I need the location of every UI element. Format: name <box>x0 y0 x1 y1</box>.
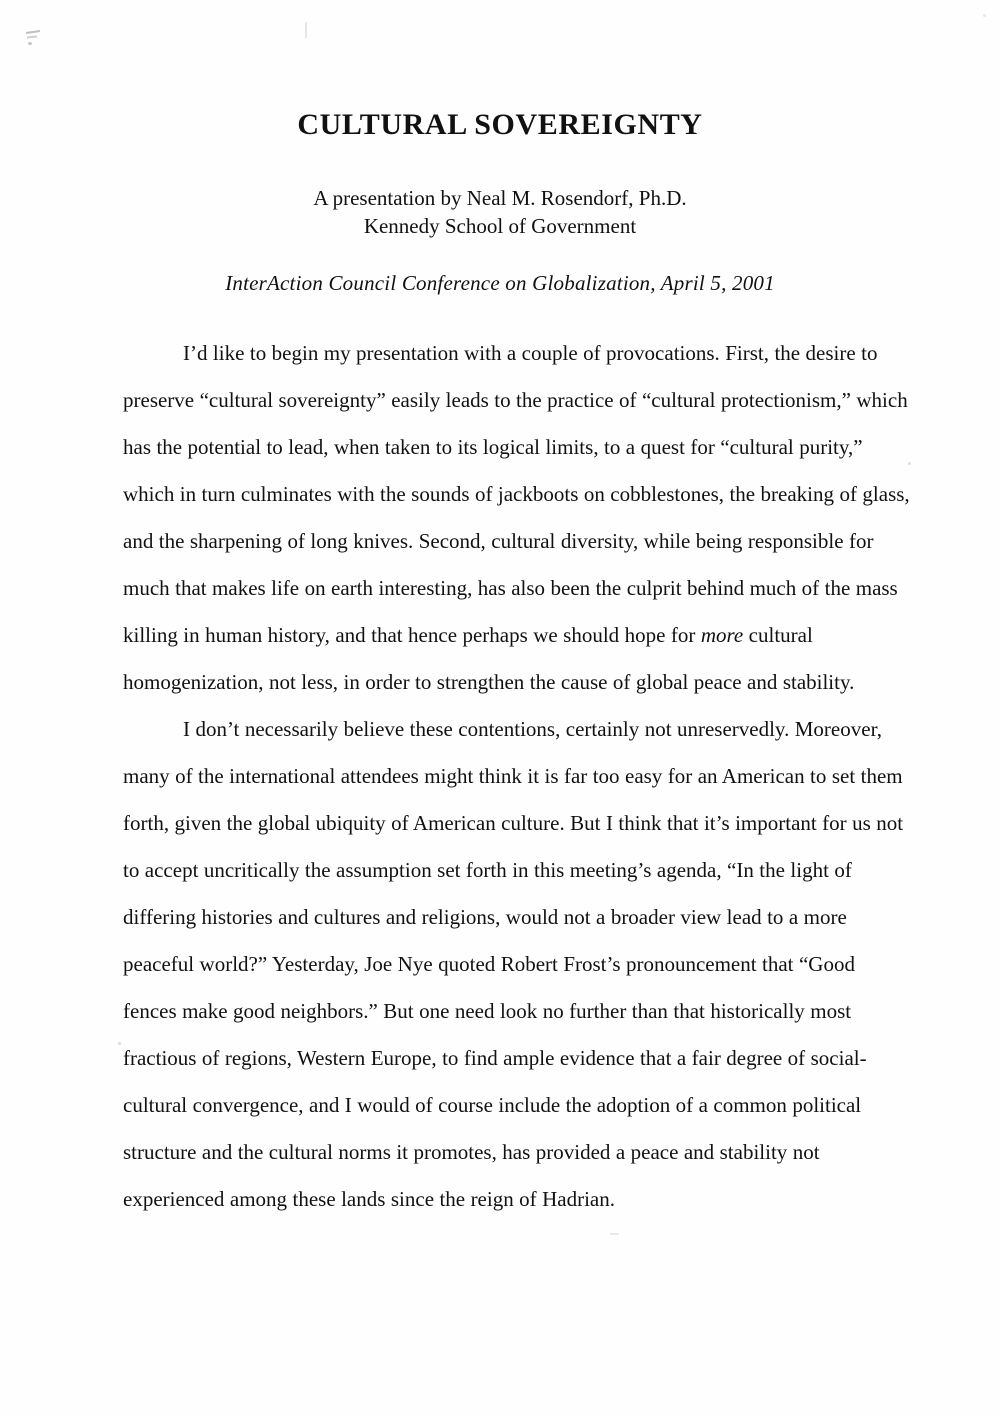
scan-artifact-mark <box>27 35 37 38</box>
scan-artifact-mark <box>305 22 307 38</box>
byline-presenter: A presentation by Neal M. Rosendorf, Ph.D. <box>313 186 687 210</box>
document-body <box>123 330 913 1223</box>
text-run: I’d like to begin my presentation with a couple of provocations. First, the desire to preserve “cultural sovereignty” easily leads to the practice of “cultural protectionism,” which has the potential to lead, when taken to its logical limits, to a quest for “cultural purity,” which in turn culminates with the sounds of jackboots on cobblestones, the breaking of glass, and the sharpening of long knives. Second, cultural diversity, while being responsible for much that makes life on earth interesting, has also been the culprit behind much of the mass killing in human history, and that hence perhaps we should hope for <box>123 341 910 647</box>
byline-affiliation: Kennedy School of Government <box>363 213 637 238</box>
page-title: CULTURAL SOVEREIGNTY <box>297 108 703 141</box>
paragraph-2 <box>123 706 913 1223</box>
scan-artifact-mark <box>610 1233 619 1235</box>
paragraph-1 <box>123 330 913 706</box>
emphasis-run: more <box>700 623 744 647</box>
text-run: I don’t necessarily believe these contentions, certainly not unreservedly. Moreover, many of the international attendees might think it is far too easy for an American to set them forth, given the global ubiquity of American culture. But I think that it’s important for us not to accept uncritically the assumption set forth in this meeting’s agenda, “In the light of differing histories and cultures and religions, would not a broader view lead to a more peaceful world?” Yesterday, Joe Nye quoted Robert Frost’s pronouncement that “Good fences make good neighbors.” But one need look no further than that historically most fractious of regions, Western Europe, to find ample evidence that a fair degree of social-cultural convergence, and I would of course include the adoption of a common political structure and the cultural norms it promotes, has provided a peace and stability not experienced among these lands since the reign of Hadrian. <box>123 717 904 1211</box>
byline <box>0 185 1000 240</box>
conference-line: InterAction Council Conference on Globalization, April 5, 2001 <box>225 271 775 296</box>
scan-artifact-mark <box>118 1042 121 1045</box>
scan-artifact-mark <box>28 42 32 45</box>
document-header <box>0 108 1000 296</box>
scan-artifact-mark <box>983 14 986 17</box>
text-run: cultural homogenization, not less, in order to strengthen the cause of global peace and stability. <box>123 623 855 694</box>
scan-artifact-mark <box>26 30 40 34</box>
